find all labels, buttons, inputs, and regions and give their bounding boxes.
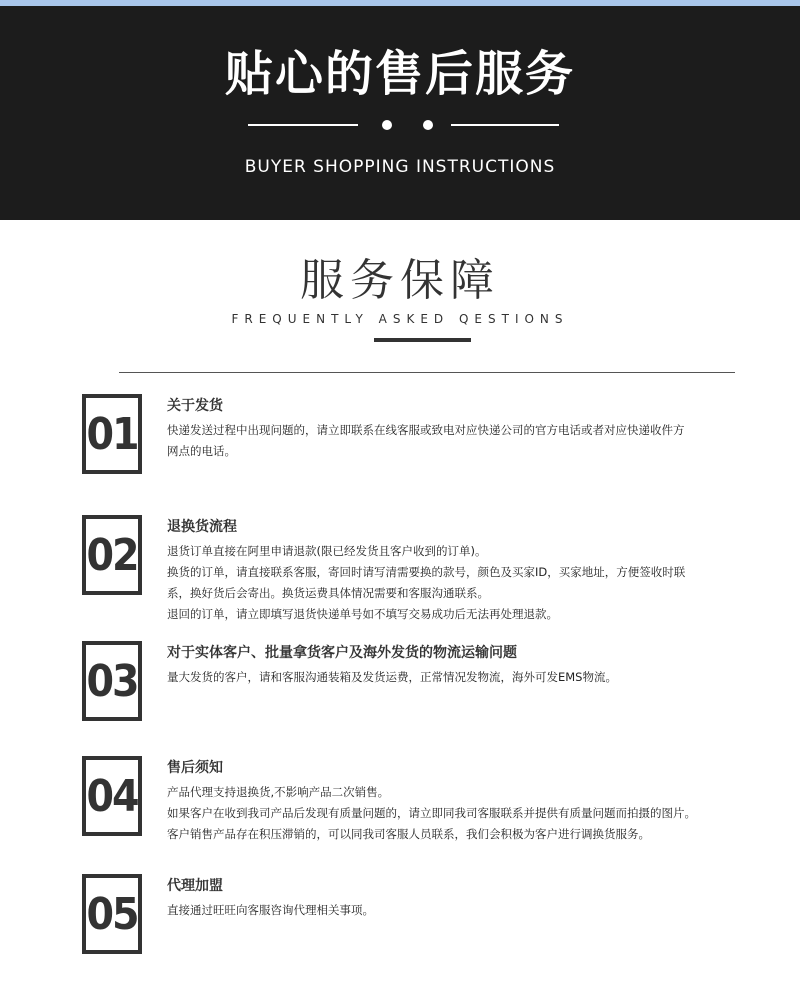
faq-title: 代理加盟 <box>167 878 223 894</box>
section-subtitle: FREQUENTLY ASKED QESTIONS <box>231 312 569 326</box>
faq-body <box>167 420 767 462</box>
faq-body <box>167 541 767 625</box>
ornament-line-right <box>451 124 559 126</box>
faq-body <box>167 782 767 845</box>
faq-title: 对于实体客户、批量拿货客户及海外发货的物流运输问题 <box>167 645 517 661</box>
faq-text-line: 如果客户在收到我司产品后发现有质量问题的，请立即同我司客服联系并提供有质量问题而拍摄的图片。 <box>167 806 696 820</box>
faq-title: 关于发货 <box>167 398 223 414</box>
section-title: 服务保障 <box>300 255 500 306</box>
faq-body <box>167 900 767 921</box>
section-title-underline <box>374 338 471 342</box>
faq-text-line: 退货订单直接在阿里申请退款(限已经发货且客户收到的订单)。 <box>167 544 487 558</box>
faq-number-box: 04 <box>82 756 142 836</box>
faq-text-line: 量大发货的客户，请和客服沟通装箱及发货运费，正常情况发物流，海外可发EMS物流。 <box>167 670 617 684</box>
banner-subtitle: BUYER SHOPPING INSTRUCTIONS <box>244 157 556 177</box>
ornament-line-left <box>248 124 358 126</box>
faq-text-line: 快递发送过程中出现问题的，请立即联系在线客服或致电对应快递公司的官方电话或者对应快递收件方 <box>167 423 685 437</box>
faq-body <box>167 667 767 688</box>
faq-text-line: 客户销售产品存在积压滞销的，可以同我司客服人员联系，我们会积极为客户进行调换货服务。 <box>167 827 650 841</box>
faq-text-line: 换货的订单，请直接联系客服，寄回时请写清需要换的款号，颜色及买家ID，买家地址，方便签收时联 <box>167 565 686 579</box>
faq-number-box: 01 <box>82 394 142 474</box>
faq-number-box: 05 <box>82 874 142 954</box>
banner-title: 贴心的售后服务 <box>224 46 575 102</box>
faq-number-box: 02 <box>82 515 142 595</box>
faq-text-line: 退回的订单，请立即填写退货快递单号如不填写交易成功后无法再处理退款。 <box>167 607 558 621</box>
faq-text-line: 直接通过旺旺向客服咨询代理相关事项。 <box>167 903 374 917</box>
section-divider <box>119 372 735 373</box>
ornament-dot-left <box>382 120 392 130</box>
faq-text-line: 系，换好货后会寄出。换货运费具体情况需要和客服沟通联系。 <box>167 586 489 600</box>
faq-title: 售后须知 <box>167 760 223 776</box>
faq-title: 退换货流程 <box>167 519 237 535</box>
faq-text-line: 网点的电话。 <box>167 444 236 458</box>
faq-text-line: 产品代理支持退换货,不影响产品二次销售。 <box>167 785 390 799</box>
ornament-dot-right <box>423 120 433 130</box>
header-banner <box>0 6 800 220</box>
faq-number-box: 03 <box>82 641 142 721</box>
